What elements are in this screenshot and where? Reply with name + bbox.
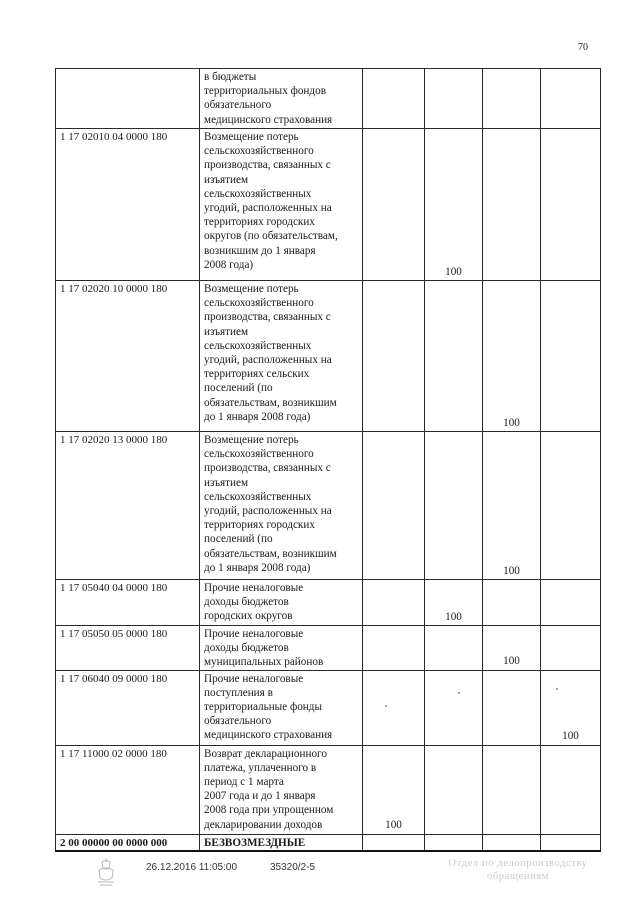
income-name-cell: Прочие неналоговые доходы бюджетов муниципальных районов xyxy=(200,626,363,671)
income-name-cell: в бюджеты территориальных фондов обязательного медицинского страхования xyxy=(200,69,363,129)
table-row xyxy=(56,432,601,580)
norm-cell-4 xyxy=(541,432,601,580)
income-name-cell: Возмещение потерь сельскохозяйственного производства, связанных с изъятием сельскохозяйственных угодий, расположенных на территориях городских округов (по обязательствам, возникшим до 1 января 2008 года) xyxy=(200,129,363,281)
norm-cell-3 xyxy=(483,670,541,745)
norm-cell-3: 100 xyxy=(483,281,541,432)
norm-cell-1 xyxy=(363,281,425,432)
income-code-cell xyxy=(56,69,200,129)
norm-cell-4 xyxy=(541,834,601,851)
norm-cell-2 xyxy=(425,281,483,432)
norm-cell-3: 100 xyxy=(483,626,541,671)
norm-cell-3: 100 xyxy=(483,432,541,580)
norm-cell-1: 100 xyxy=(363,745,425,834)
budget-classification-table xyxy=(55,68,601,852)
income-code-cell: 1 17 11000 02 0000 180 xyxy=(56,745,200,834)
footer-timestamp: 26.12.2016 11:05:00 xyxy=(146,862,238,873)
table-row xyxy=(56,670,601,745)
norm-cell-2 xyxy=(425,670,483,745)
income-code-cell: 1 17 02010 04 0000 180 xyxy=(56,129,200,281)
page-number: 70 xyxy=(578,42,588,53)
norm-cell-3 xyxy=(483,745,541,834)
norm-cell-1 xyxy=(363,626,425,671)
norm-cell-4 xyxy=(541,580,601,626)
norm-cell-4 xyxy=(541,69,601,129)
watermark-line: обращениям xyxy=(487,871,549,882)
norm-cell-4 xyxy=(541,626,601,671)
norm-cell-1 xyxy=(363,834,425,851)
table-row xyxy=(56,69,601,129)
table-row xyxy=(56,834,601,851)
table-row xyxy=(56,281,601,432)
watermark-line: Отдел по делопроизводству xyxy=(448,858,588,869)
footer-document-number: 35320/2-5 xyxy=(270,862,316,873)
scan-speck xyxy=(556,688,558,690)
norm-cell-3 xyxy=(483,834,541,851)
norm-cell-2: 100 xyxy=(425,129,483,281)
emblem-stamp-icon xyxy=(95,856,117,888)
norm-cell-2 xyxy=(425,69,483,129)
norm-cell-1 xyxy=(363,129,425,281)
norm-cell-1 xyxy=(363,69,425,129)
income-name-cell: Возмещение потерь сельскохозяйственного производства, связанных с изъятием сельскохозяйственных угодий, расположенных на территориях городских поселений (по обязательствам, возникшим до 1 января 2008 года) xyxy=(200,432,363,580)
norm-cell-2: 100 xyxy=(425,580,483,626)
table-row xyxy=(56,745,601,834)
norm-cell-2 xyxy=(425,745,483,834)
table-row xyxy=(56,580,601,626)
income-name-cell: Возмещение потерь сельскохозяйственного производства, связанных с изъятием сельскохозяйственных угодий, расположенных на территориях сельских поселений (по обязательствам, возникшим до 1 января 2008 года) xyxy=(200,281,363,432)
income-code-cell: 1 17 02020 13 0000 180 xyxy=(56,432,200,580)
norm-cell-2 xyxy=(425,834,483,851)
table-row xyxy=(56,129,601,281)
norm-cell-4 xyxy=(541,745,601,834)
norm-cell-4 xyxy=(541,129,601,281)
scan-speck xyxy=(458,692,460,694)
norm-cell-3 xyxy=(483,129,541,281)
income-code-cell: 1 17 06040 09 0000 180 xyxy=(56,670,200,745)
income-code-cell: 2 00 00000 00 0000 000 xyxy=(56,834,200,851)
income-code-cell: 1 17 05050 05 0000 180 xyxy=(56,626,200,671)
income-name-cell: Прочие неналоговые поступления в территориальные фонды обязательного медицинского страхования xyxy=(200,670,363,745)
norm-cell-2 xyxy=(425,626,483,671)
norm-cell-2 xyxy=(425,432,483,580)
income-name-cell: Возврат декларационного платежа, уплаченного в период с 1 марта 2007 года и до 1 января 2008 года при упрощенном декларировании доходов xyxy=(200,745,363,834)
income-code-cell: 1 17 02020 10 0000 180 xyxy=(56,281,200,432)
income-name-cell: Прочие неналоговые доходы бюджетов городских округов xyxy=(200,580,363,626)
norm-cell-3 xyxy=(483,580,541,626)
norm-cell-3 xyxy=(483,69,541,129)
norm-cell-1 xyxy=(363,580,425,626)
norm-cell-4 xyxy=(541,281,601,432)
norm-cell-1 xyxy=(363,670,425,745)
table-row xyxy=(56,626,601,671)
norm-cell-4: 100 xyxy=(541,670,601,745)
income-name-cell: БЕЗВОЗМЕЗДНЫЕ xyxy=(200,834,363,851)
norm-cell-1 xyxy=(363,432,425,580)
watermark-stamp xyxy=(448,857,588,883)
income-code-cell: 1 17 05040 04 0000 180 xyxy=(56,580,200,626)
scan-speck xyxy=(385,705,387,707)
